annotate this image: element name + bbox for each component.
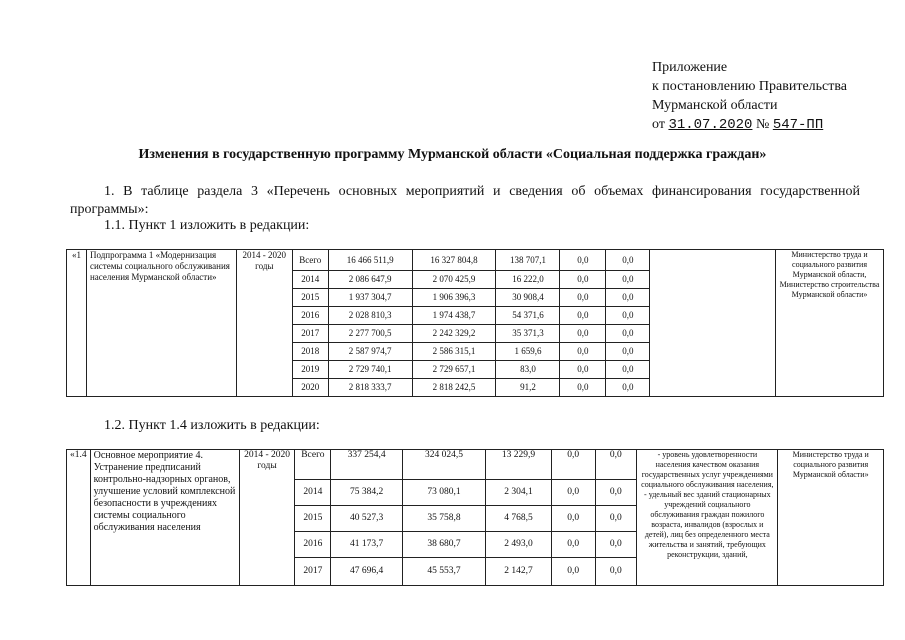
regional-cell: 324 024,5 [402, 450, 485, 480]
total-cell: 41 173,7 [331, 532, 403, 558]
item-number: «1.4 [67, 450, 91, 586]
federal-cell: 83,0 [496, 361, 560, 379]
year-cell: 2020 [292, 379, 328, 397]
federal-cell: 2 304,1 [486, 480, 552, 506]
indicators-cell: - уровень удовлетворенности населения качеством оказания государственных услуг учреждениями социального обслуживания населения, - удельный вес зданий стационарных учреждений социального обслуживания граждан пожилого возраста, инвалидов (взрослых и детей), лиц без определенного места жительства и занятий, требующих реконструкции, зданий, [637, 450, 778, 586]
item-number: «1 [67, 250, 87, 397]
federal-cell: 1 659,6 [496, 343, 560, 361]
item-period: 2014 - 2020 годы [236, 250, 292, 397]
executor-cell: Министерство труда и социального развития Мурманской области» [778, 450, 884, 586]
local-cell: 0,0 [551, 558, 595, 586]
regional-cell: 35 758,8 [402, 506, 485, 532]
total-cell: 2 028 810,3 [328, 307, 412, 325]
federal-cell: 30 908,4 [496, 289, 560, 307]
total-cell: 75 384,2 [331, 480, 403, 506]
total-cell: 1 937 304,7 [328, 289, 412, 307]
other-cell: 0,0 [606, 289, 650, 307]
federal-cell: 16 222,0 [496, 271, 560, 289]
year-cell: 2017 [292, 325, 328, 343]
local-cell: 0,0 [560, 361, 606, 379]
local-cell: 0,0 [560, 250, 606, 271]
local-cell: 0,0 [560, 343, 606, 361]
total-cell: 2 587 974,7 [328, 343, 412, 361]
item-name: Основное мероприятие 4. Устранение предписаний контрольно-надзорных органов, улучшение условий комплексной безопасности в учреждениях системы социального обслуживания населения [90, 450, 239, 586]
year-cell: Всего [295, 450, 331, 480]
local-cell: 0,0 [560, 289, 606, 307]
regional-cell: 2 818 242,5 [412, 379, 496, 397]
federal-cell: 54 371,6 [496, 307, 560, 325]
appendix-line1: Приложение [652, 60, 728, 75]
year-cell: 2016 [295, 532, 331, 558]
document-title: Изменения в государственную программу Мурманской области «Социальная поддержка граждан» [138, 147, 767, 162]
other-cell: 0,0 [595, 480, 637, 506]
appendix-line2: к постановлению Правительства [652, 79, 848, 94]
year-cell: 2014 [292, 271, 328, 289]
total-cell: 337 254,4 [331, 450, 403, 480]
other-cell: 0,0 [606, 250, 650, 271]
number-sign: № [755, 117, 770, 132]
regional-cell: 16 327 804,8 [412, 250, 496, 271]
table-row [67, 450, 884, 480]
regional-cell: 1 974 438,7 [412, 307, 496, 325]
other-cell: 0,0 [606, 271, 650, 289]
total-cell: 2 818 333,7 [328, 379, 412, 397]
year-cell: 2016 [292, 307, 328, 325]
local-cell: 0,0 [560, 379, 606, 397]
local-cell: 0,0 [560, 307, 606, 325]
federal-cell: 4 768,5 [486, 506, 552, 532]
year-cell: 2019 [292, 361, 328, 379]
regional-cell: 38 680,7 [402, 532, 485, 558]
regional-cell: 2 242 329,2 [412, 325, 496, 343]
other-cell: 0,0 [606, 343, 650, 361]
regional-cell: 2 586 315,1 [412, 343, 496, 361]
other-cell: 0,0 [606, 379, 650, 397]
local-cell: 0,0 [560, 325, 606, 343]
local-cell: 0,0 [551, 506, 595, 532]
paragraph-1-2: 1.2. Пункт 1.4 изложить в редакции: [104, 418, 320, 433]
paragraph-1-1: 1.1. Пункт 1 изложить в редакции: [104, 218, 310, 233]
regional-cell: 2 729 657,1 [412, 361, 496, 379]
table-item-1-4 [66, 449, 884, 586]
year-cell: 2017 [295, 558, 331, 586]
federal-cell: 35 371,3 [496, 325, 560, 343]
table-item-1 [66, 249, 884, 397]
regional-cell: 1 906 396,3 [412, 289, 496, 307]
regional-cell: 73 080,1 [402, 480, 485, 506]
local-cell: 0,0 [560, 271, 606, 289]
year-cell: 2015 [292, 289, 328, 307]
other-cell: 0,0 [595, 532, 637, 558]
federal-cell: 138 707,1 [496, 250, 560, 271]
local-cell: 0,0 [551, 450, 595, 480]
federal-cell: 13 229,9 [486, 450, 552, 480]
local-cell: 0,0 [551, 480, 595, 506]
appendix-line3: Мурманской области [652, 98, 778, 113]
other-cell: 0,0 [595, 450, 637, 480]
year-cell: Всего [292, 250, 328, 271]
indicators-cell [650, 250, 776, 397]
date-value: 31.07.2020 [668, 117, 753, 133]
total-cell: 16 466 511,9 [328, 250, 412, 271]
number-value: 547-ПП [772, 117, 824, 133]
federal-cell: 2 142,7 [486, 558, 552, 586]
other-cell: 0,0 [595, 506, 637, 532]
regional-cell: 45 553,7 [402, 558, 485, 586]
federal-cell: 2 493,0 [486, 532, 552, 558]
item-name: Подпрограмма 1 «Модернизация системы социального обслуживания населения Мурманской области» [86, 250, 236, 397]
local-cell: 0,0 [551, 532, 595, 558]
year-cell: 2015 [295, 506, 331, 532]
total-cell: 2 729 740,1 [328, 361, 412, 379]
executor-cell: Министерство труда и социального развития Мурманской области, Министерство строительства Мурманской области» [776, 250, 884, 397]
total-cell: 47 696,4 [331, 558, 403, 586]
federal-cell: 91,2 [496, 379, 560, 397]
year-cell: 2014 [295, 480, 331, 506]
table-row [67, 250, 884, 271]
other-cell: 0,0 [606, 361, 650, 379]
other-cell: 0,0 [606, 325, 650, 343]
appendix-block [652, 58, 847, 135]
other-cell: 0,0 [595, 558, 637, 586]
regional-cell: 2 070 425,9 [412, 271, 496, 289]
item-period: 2014 - 2020 годы [239, 450, 295, 586]
other-cell: 0,0 [606, 307, 650, 325]
total-cell: 40 527,3 [331, 506, 403, 532]
total-cell: 2 086 647,9 [328, 271, 412, 289]
date-prefix: от [652, 117, 665, 132]
paragraph-1: 1. В таблице раздела 3 «Перечень основных мероприятий и сведения об объемах финансирования государственной программы»: [70, 184, 860, 217]
appendix-date-line [652, 115, 847, 135]
total-cell: 2 277 700,5 [328, 325, 412, 343]
year-cell: 2018 [292, 343, 328, 361]
